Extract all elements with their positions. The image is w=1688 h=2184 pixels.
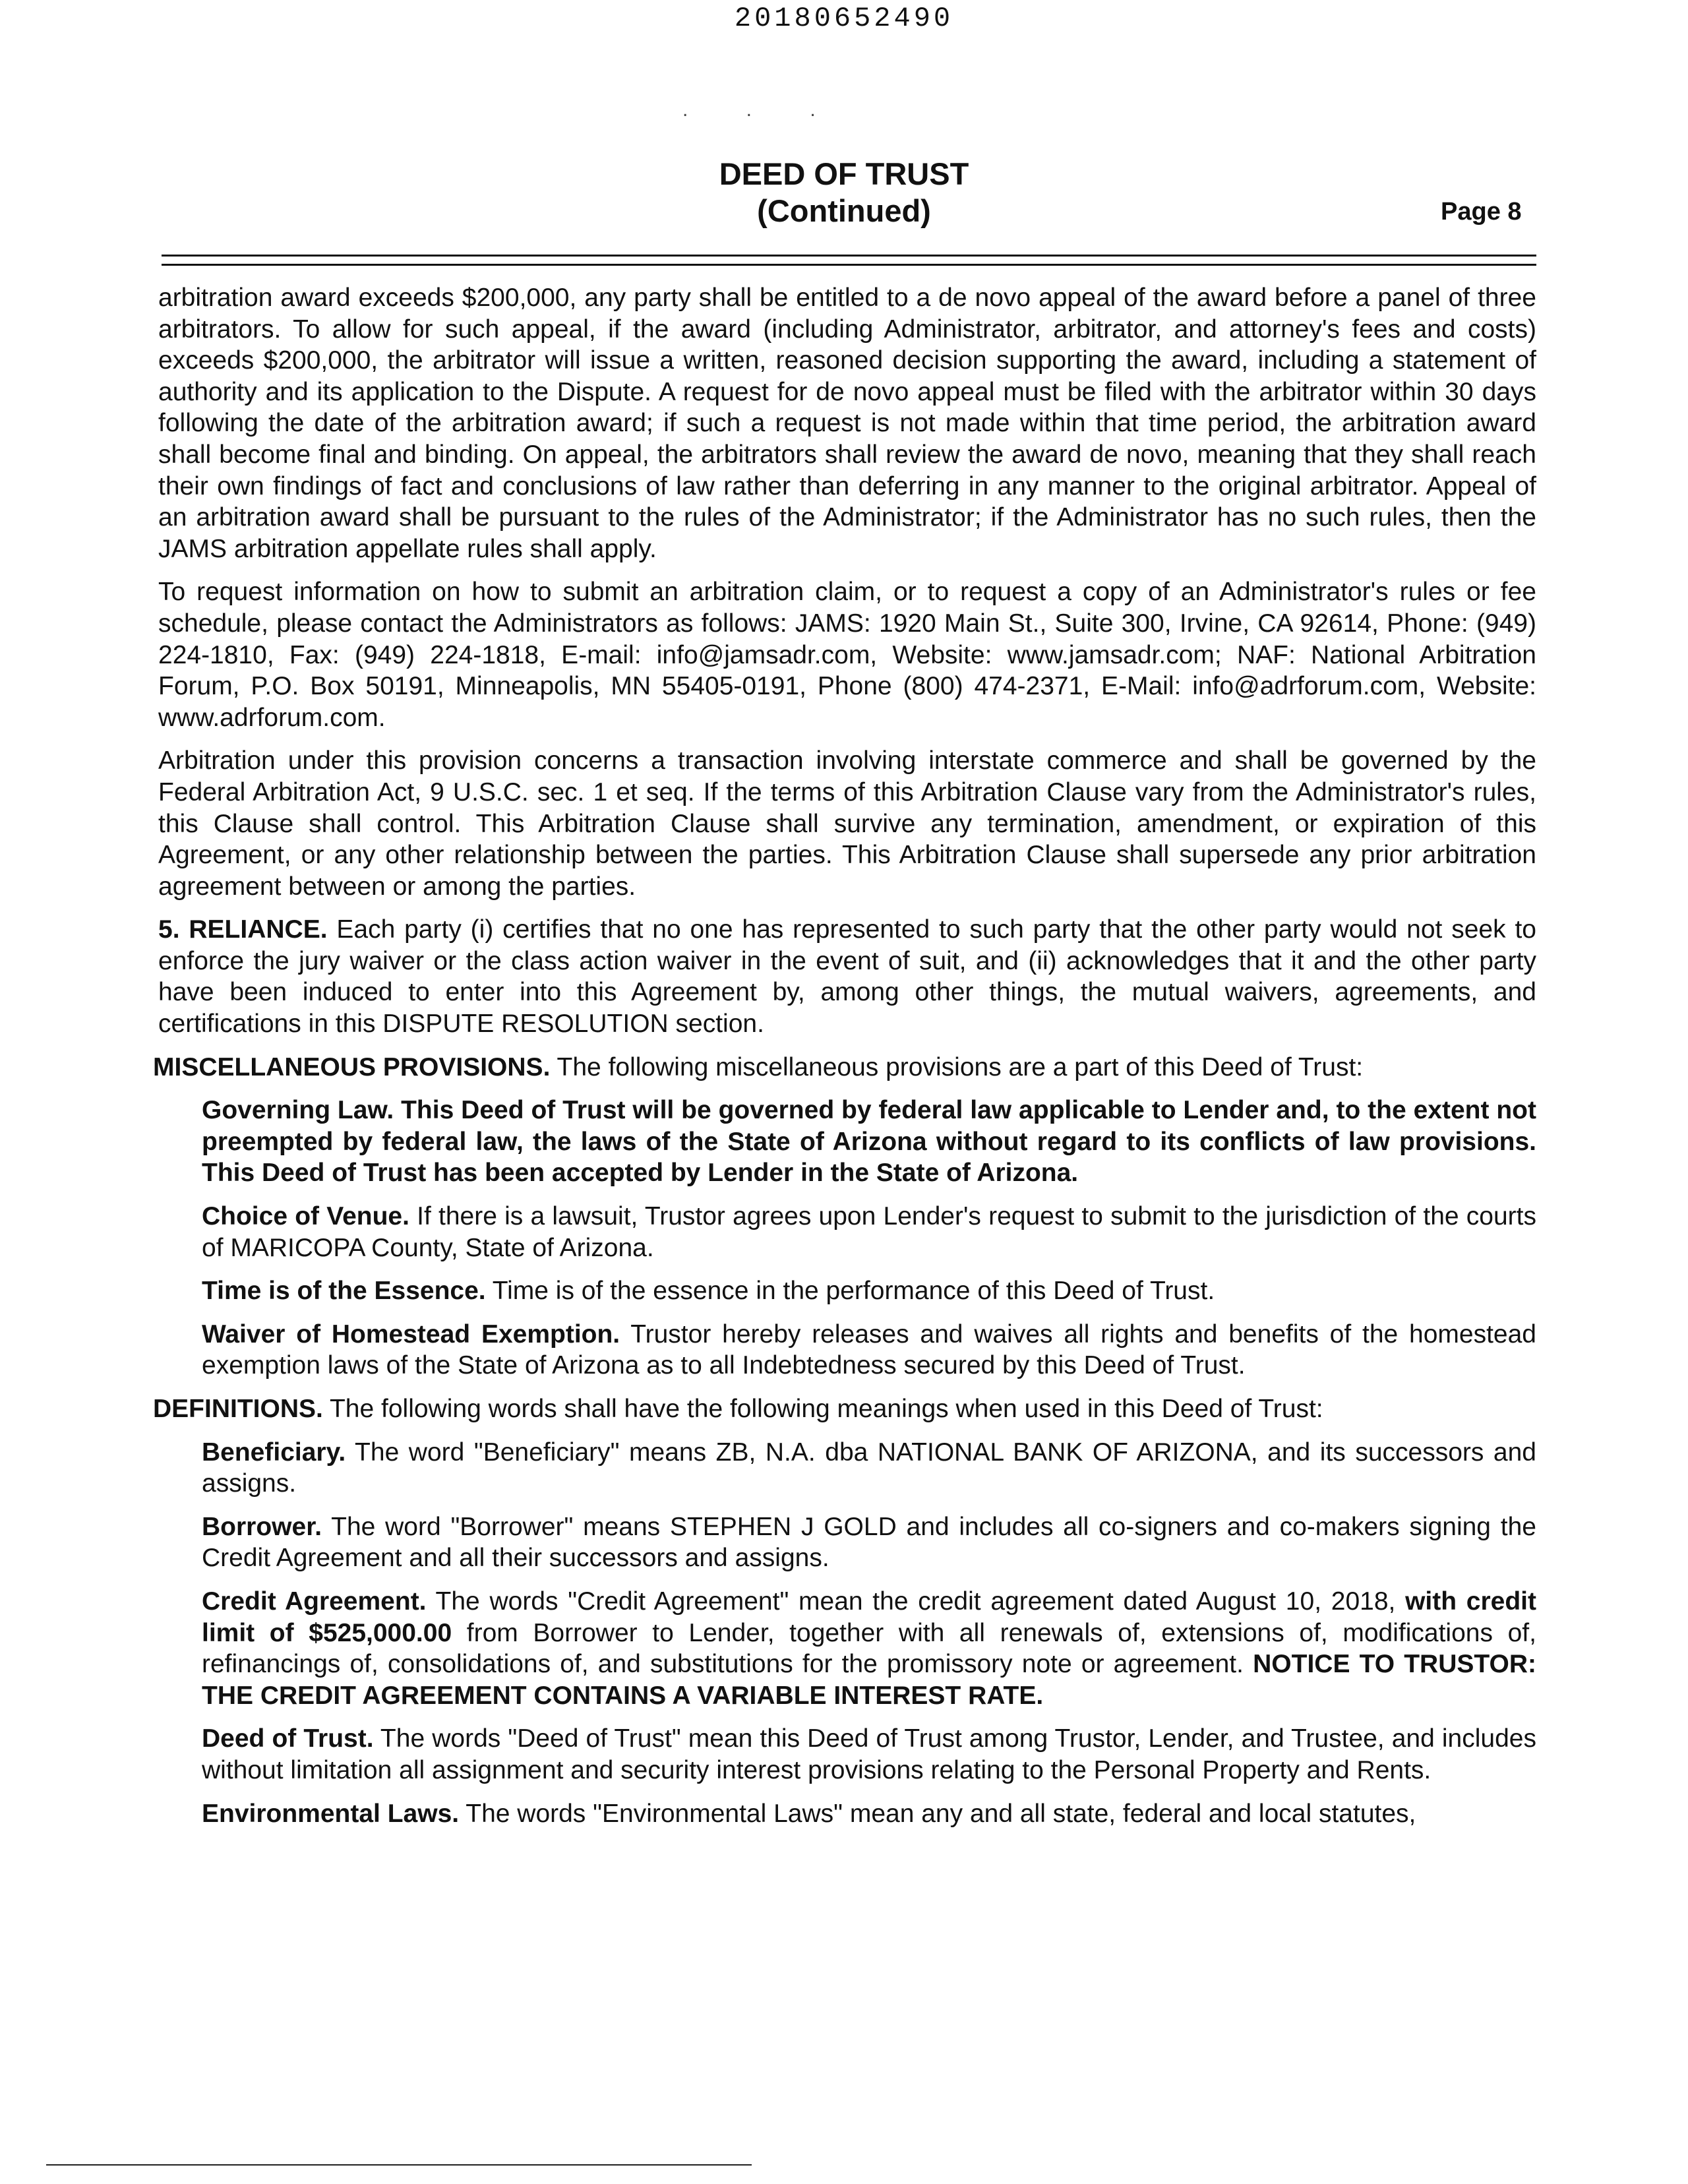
borrower-definition (202, 1511, 1536, 1574)
homestead-heading: Waiver of Homestead Exemption. (202, 1320, 620, 1349)
deed-of-trust-definition (202, 1723, 1536, 1786)
misc-provisions-heading: MISCELLANEOUS PROVISIONS. (153, 1052, 551, 1081)
variable-rate-notice: NOTICE TO TRUSTOR: THE CREDIT AGREEMENT CONTAINS A VARIABLE INTEREST RATE. (202, 1650, 1536, 1710)
credit-agreement-definition (202, 1586, 1536, 1711)
arbitration-appeal-paragraph: arbitration award exceeds $200,000, any party shall be entitled to a de novo appeal of the award before a panel of three arbitrators. To allow for such appeal, if the award (including Administrator, arbitrator, and attorney's fees and costs) exceeds $200,000, the arbitrator will issue a written, reasoned decision supporting the award, including a statement of authority and its application to the Dispute. A request for de novo appeal must be filed with the arbitrator within 30 days following the date of the arbitration award; if such a request is not made within that time period, the arbitration award shall become final and binding. On appeal, the arbitrators shall review the award de novo, meaning that they shall reach their own findings of fact and conclusions of law rather than deferring in any manner to the original arbitrator. Appeal of an arbitration award shall be pursuant to the rules of the Administrator; if the Administrator has no such rules, then the JAMS arbitration appellate rules shall apply. (158, 284, 1536, 563)
deed-of-trust-body: The words "Deed of Trust" mean this Deed of Trust among Trustor, Lender, and Trustee, and includes without limitation all assignment and security interest provisions relating to the Personal Property and Rents. (202, 1724, 1536, 1784)
definitions-intro (153, 1393, 1536, 1425)
reliance-body: Each party (i) certifies that no one has represented to such party that the other party would not seek to enforce the jury waiver or the class action waiver in the event of suit, and (ii) acknowledges that it and the other party have been induced to enter into this Agreement by, among other things, the mutual waivers, agreements, and certifications in this DISPUTE RESOLUTION section. (158, 915, 1536, 1039)
document-body (153, 282, 1537, 1841)
reliance-paragraph (158, 914, 1536, 1039)
environmental-laws-body: The words "Environmental Laws" mean any and all state, federal and local statutes, (459, 1799, 1416, 1828)
beneficiary-heading: Beneficiary. (202, 1438, 346, 1467)
page-title: DEED OF TRUST (719, 156, 969, 191)
misc-provisions-intro-text: The following miscellaneous provisions are a part of this Deed of Trust: (550, 1052, 1364, 1081)
scan-artifact: . . . (682, 99, 842, 121)
homestead-body: Trustor hereby releases and waives all rights and benefits of the homestead exemption laws of the State of Arizona as to all Indebtedness secured by this Deed of Trust. (202, 1320, 1536, 1380)
time-essence-heading: Time is of the Essence. (202, 1277, 486, 1306)
credit-limit-text: with credit limit of $525,000.00 (202, 1587, 1536, 1647)
reliance-heading: 5. RELIANCE. (158, 915, 328, 944)
borrower-heading: Borrower. (202, 1512, 322, 1541)
header-rule-top (162, 255, 1536, 257)
choice-of-venue-provision (202, 1201, 1536, 1263)
arbitration-governing-paragraph: Arbitration under this provision concerns a transaction involving interstate commerce and shall be governed by the Federal Arbitration Act, 9 U.S.C. sec. 1 et seq. If the terms of this Arbitration Clause vary from the Administrator's rules, this Clause shall control. This Arbitration Clause shall survive any termination, amendment, or expiration of this Agreement, or any other relationship between the parties. This Arbitration Clause shall supersede any prior arbitration agreement between or among the parties. (158, 746, 1536, 901)
borrower-body: The word "Borrower" means STEPHEN J GOLD and includes all co-signers and co-makers signing the Credit Agreement and all their successors and assigns. (202, 1512, 1536, 1573)
governing-law-provision (202, 1095, 1536, 1189)
beneficiary-body: The word "Beneficiary" means ZB, N.A. dba NATIONAL BANK OF ARIZONA, and its successors and assigns. (202, 1438, 1536, 1498)
homestead-provision (202, 1319, 1536, 1381)
governing-law-body: This Deed of Trust will be governed by federal law applicable to Lender and, to the extent not preempted by federal law, the laws of the State of Arizona without regard to its conflicts of law provisions. This Deed of Trust has been accepted by Lender in the State of Arizona. (202, 1096, 1536, 1188)
page-subtitle: (Continued) (757, 193, 931, 228)
time-essence-body: Time is of the essence in the performance of this Deed of Trust. (485, 1277, 1215, 1306)
arbitration-contact-paragraph: To request information on how to submit an arbitration claim, or to request a copy of an Administrator's rules or fee schedule, please contact the Administrators as follows: JAMS: 1920 Main St., Suite 300, Irvine, CA 92614, Phone: (949) 224-1810, Fax: (949) 224-1818, E-mail: info@jamsadr.com, Website: www.jamsadr.com; NAF: National Arbitration Forum, P.O. Box 50191, Minneapolis, MN 55405-0191, Phone (800) 474-2371, E-Mail: info@adrforum.com, Website: www.adrforum.com. (158, 578, 1536, 732)
credit-agreement-body-cont: from Borrower to Lender, together with all renewals of, extensions of, modifications of, refinancings of, consolidations of, and substitutions for the promissory note or agreement. (202, 1618, 1536, 1679)
environmental-laws-heading: Environmental Laws. (202, 1799, 460, 1828)
environmental-laws-definition (202, 1798, 1536, 1830)
choice-of-venue-body: If there is a lawsuit, Trustor agrees upon Lender's request to submit to the jurisdiction of the courts of MARICOPA County, State of Arizona. (202, 1202, 1537, 1262)
page-number: Page 8 (1441, 198, 1522, 226)
credit-agreement-heading: Credit Agreement. (202, 1587, 427, 1616)
misc-provisions-intro (153, 1052, 1536, 1083)
page-header (0, 156, 1688, 229)
footer-rule (46, 2164, 752, 2166)
time-essence-provision (202, 1275, 1536, 1307)
choice-of-venue-heading: Choice of Venue. (202, 1202, 409, 1231)
credit-agreement-body: The words "Credit Agreement" mean the credit agreement dated August 10, 2018, (426, 1587, 1406, 1616)
definitions-intro-text: The following words shall have the following meanings when used in this Deed of Trust: (322, 1395, 1323, 1423)
deed-of-trust-heading: Deed of Trust. (202, 1724, 374, 1753)
document-number: 20180652490 (734, 3, 954, 34)
header-rule-bottom (162, 264, 1536, 266)
governing-law-heading: Governing Law. (202, 1096, 394, 1125)
definitions-heading: DEFINITIONS. (153, 1395, 323, 1423)
beneficiary-definition (202, 1437, 1536, 1500)
